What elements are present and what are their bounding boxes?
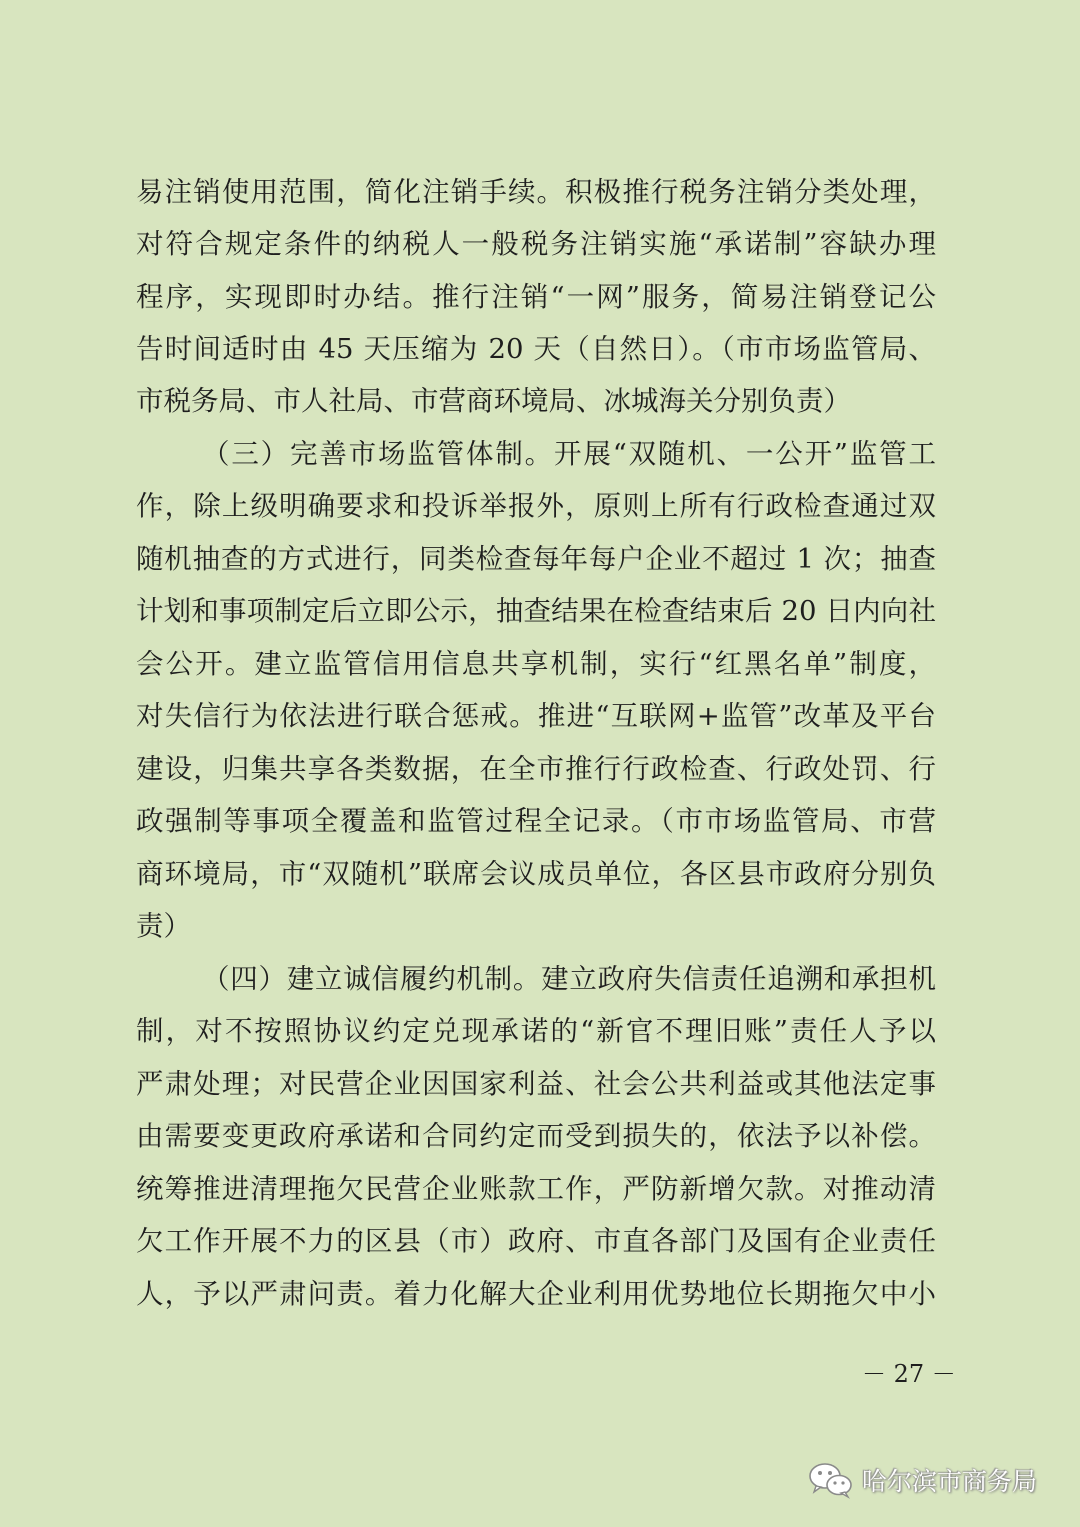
section-heading-line: （四）建立诚信履约机制。建立政府失信责任追溯和承担机 — [202, 963, 936, 995]
body-line: 程序，实现即时办结。推行注销“一网”服务，简易注销登记公 — [136, 281, 936, 313]
body-line: 统筹推进清理拖欠民营企业账款工作，严防新增欠款。对推动清 — [136, 1173, 936, 1205]
section-heading-line: （三）完善市场监管体制。开展“双随机、一公开”监管工 — [202, 438, 936, 470]
body-line: 制，对不按照协议约定兑现承诺的“新官不理旧账”责任人予以 — [136, 1015, 936, 1047]
watermark-text: 哈尔滨市商务局 — [862, 1467, 1038, 1496]
body-line: 易注销使用范围，简化注销手续。积极推行税务注销分类处理， — [136, 176, 936, 208]
body-line: 告时间适时由 45 天压缩为 20 天（自然日）。（市市场监管局、 — [136, 333, 936, 365]
body-line: 随机抽查的方式进行，同类检查每年每户企业不超过 1 次；抽查 — [136, 543, 936, 575]
body-line: 市税务局、市人社局、市营商环境局、冰城海关分别负责） — [136, 385, 851, 417]
body-line: 政强制等事项全覆盖和监管过程全记录。（市市场监管局、市营 — [136, 805, 936, 837]
body-line: 会公开。建立监管信用信息共享机制，实行“红黑名单”制度， — [136, 648, 936, 680]
body-line: 作，除上级明确要求和投诉举报外，原则上所有行政检查通过双 — [136, 490, 936, 522]
body-line: 人，予以严肃问责。着力化解大企业利用优势地位长期拖欠中小 — [136, 1278, 936, 1310]
body-line: 计划和事项制定后立即公示，抽查结果在检查结束后 20 日内向社 — [136, 595, 936, 627]
body-line: 对符合规定条件的纳税人一般税务注销实施“承诺制”容缺办理 — [136, 228, 936, 260]
body-line: 严肃处理；对民营企业因国家利益、社会公共利益或其他法定事 — [136, 1068, 936, 1100]
wechat-icon — [808, 1460, 854, 1500]
body-line: 对失信行为依法进行联合惩戒。推进“互联网+监管”改革及平台 — [136, 700, 936, 732]
body-line: 欠工作开展不力的区县（市）政府、市直各部门及国有企业责任 — [136, 1225, 936, 1257]
watermark — [808, 1458, 1037, 1502]
body-line: 建设，归集共享各类数据，在全市推行行政检查、行政处罚、行 — [136, 753, 936, 785]
body-line: 由需要变更政府承诺和合同约定而受到损失的，依法予以补偿。 — [136, 1120, 936, 1152]
body-line: 责） — [136, 910, 191, 942]
page-number: － 27 － — [862, 1360, 956, 1388]
body-line: 商环境局，市“双随机”联席会议成员单位，各区县市政府分别负 — [136, 858, 936, 890]
